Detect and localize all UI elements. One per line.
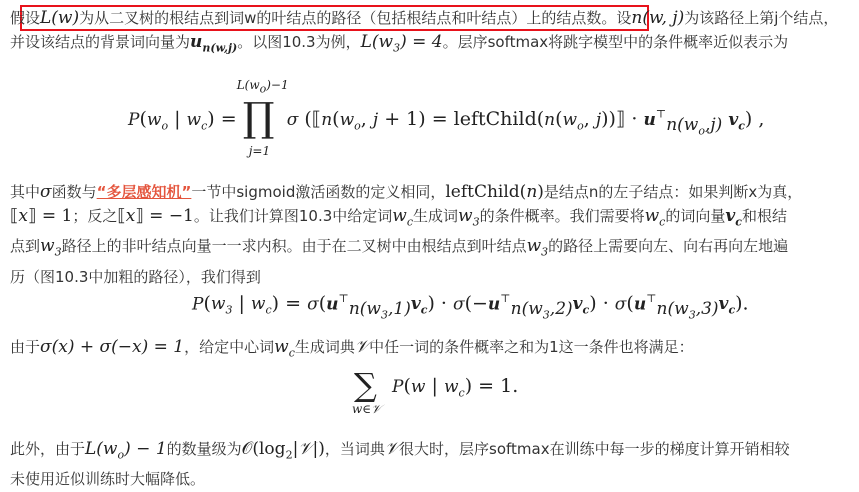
math-inline: 𝒱 bbox=[384, 439, 400, 459]
paragraph-sum-condition bbox=[10, 335, 852, 365]
text-span: ，当词典 bbox=[324, 440, 385, 458]
text-span: 其中 bbox=[10, 183, 41, 201]
link-multilayer-perceptron[interactable]: “多层感知机” bbox=[96, 183, 192, 201]
text-span: 由于 bbox=[10, 338, 41, 356]
math-inline: $w_c$ bbox=[274, 337, 295, 360]
math-inline: $L(w_o) - 1$ bbox=[85, 439, 167, 462]
math-inline: ⟦x⟧ = 1 bbox=[10, 206, 73, 226]
math-inline: 𝒱 bbox=[354, 337, 370, 357]
equation-w3-probability: $P(w_3$ | $w_c) = \sigma(u^⊤_{n(w_3,1)}v_c) \cdot \sigma(-u^⊤_{n(w_3,2)}v_c) \cdot \sigma(u^⊤_{n(w_3,3)}v_c)$. bbox=[192, 292, 749, 322]
math-inline: n(w, j) bbox=[631, 8, 685, 28]
text-span: 的词向量 bbox=[665, 207, 726, 225]
math-inline: σ bbox=[40, 182, 52, 202]
text-span: 的路径上需要向左、向右再向左地遍 bbox=[548, 237, 789, 256]
text-span: 很大时，层序softmax在训练中每一步的梯度计算开销相较 bbox=[399, 440, 790, 458]
text-span: 。层序softmax将跳字模型中的条件概率近似表示为 bbox=[442, 33, 789, 51]
math-inline: L(w) bbox=[40, 8, 80, 28]
math-inline: $w_3$ bbox=[40, 236, 62, 259]
text-span: 一节中sigmoid激活函数的定义相同， bbox=[191, 183, 446, 201]
text-span: 。设 bbox=[601, 9, 632, 27]
math-inline: $𝒪(\log_2|𝒱|)$ bbox=[241, 439, 325, 462]
text-span: 。以图10.3为例， bbox=[237, 33, 361, 51]
math-inline: $L(w_3) = 4$ bbox=[360, 32, 443, 55]
text-span: ，给定中心词 bbox=[184, 338, 275, 356]
text-span: 和根结 bbox=[741, 207, 787, 225]
math-inline: σ(x) + σ(−x) = 1 bbox=[40, 337, 185, 357]
paragraph-definition bbox=[10, 6, 852, 60]
math-inline: $w_3$ bbox=[458, 206, 480, 229]
math-inline: $u_{n(w,j)}$ bbox=[190, 32, 238, 55]
math-inline: ⟦x⟧ = −1 bbox=[117, 206, 194, 226]
text-span: 点到 bbox=[10, 237, 41, 256]
math-inline: $v_c$ bbox=[725, 206, 742, 229]
text-span: 为从二叉树的根结点到词w的叶结点的路径（包括根结点和叶结点）上的结点数 bbox=[79, 9, 602, 27]
text-span: 。让我们计算图10.3中给定词 bbox=[193, 207, 393, 225]
math-inline: leftChild(n) bbox=[445, 182, 544, 202]
math-inline: $w_3$ bbox=[526, 236, 549, 259]
math-inline: $w_c$ bbox=[644, 206, 666, 229]
math-inline: $w_c$ bbox=[392, 206, 414, 229]
text-span: 历（图10.3中加粗的路径），我们得到 bbox=[10, 267, 261, 286]
text-span: 是结点n的左子结点：如果判断x为真， bbox=[543, 183, 803, 201]
text-span: 的数量级为 bbox=[166, 440, 242, 458]
text-span: 未使用近似训练时大幅降低。 bbox=[10, 470, 206, 489]
text-span: 函数与 bbox=[51, 183, 97, 201]
text-span: 为该路径上第j个结点，并设该结点的背景词向量为 bbox=[10, 9, 839, 51]
text-span: 路径上的非叶结点向量一一求内积。由于在二叉树中由根结点到叶结点 bbox=[61, 237, 527, 256]
text-span: 中任一词的条件概率之和为1这一条件也将满足： bbox=[369, 338, 694, 356]
text-span: 的条件概率。我们需要将 bbox=[479, 207, 645, 225]
paragraph-explanation bbox=[10, 180, 852, 289]
text-span: ；反之 bbox=[72, 207, 118, 225]
equation-sum: ∑ w∈𝒱 P(w | $w_c) = 1$. bbox=[352, 366, 519, 416]
equation-hierarchical-softmax: $P(w_o$ | $w_c$) = $L(w_o)-1$ ∏ j=1 σ ($⟦n(w_o$, $j + 1) = leftChild(n(w_o$, j))⟧ · $u^⊤_{n(w_o,j)}$ $v_c$) , bbox=[128, 78, 765, 158]
text-span: 生成词典 bbox=[294, 338, 355, 356]
text-span: 生成词 bbox=[413, 207, 459, 225]
text-span: 假设 bbox=[10, 9, 41, 27]
text-span: 此外，由于 bbox=[10, 440, 86, 458]
paragraph-complexity bbox=[10, 437, 852, 491]
